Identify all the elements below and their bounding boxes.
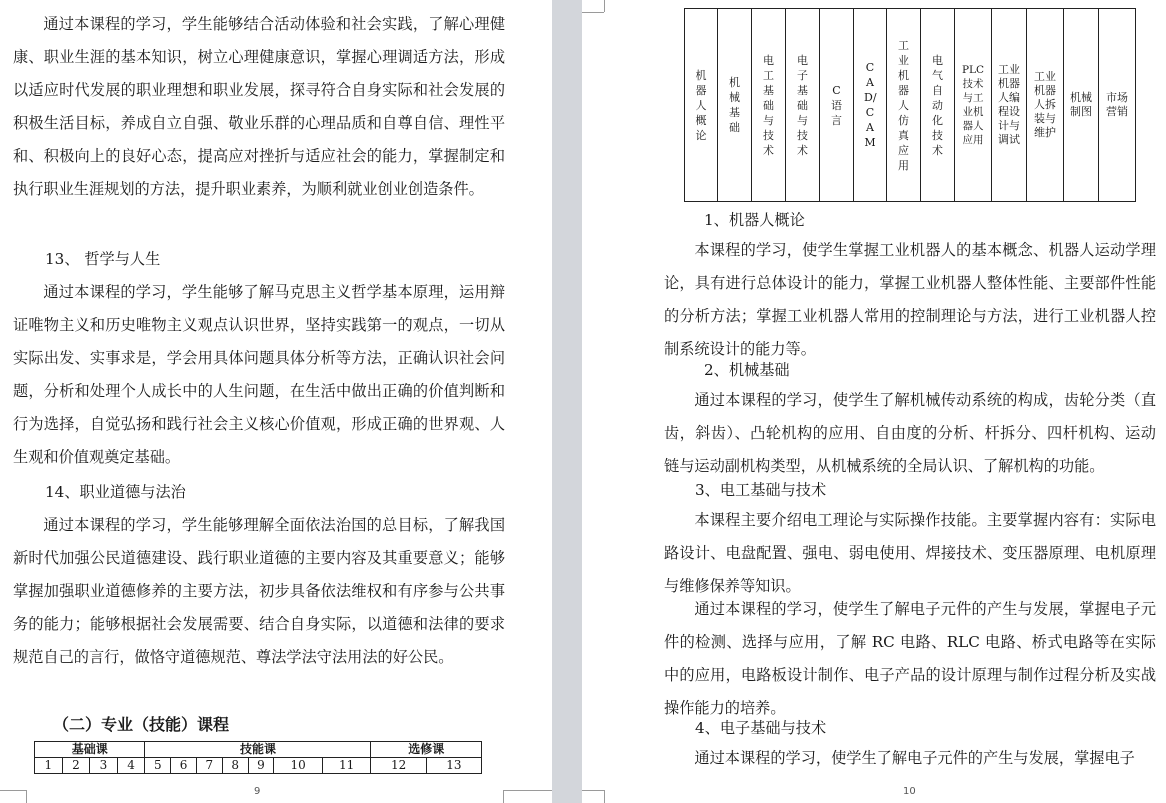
- course-name: PLC技术与工业机器人应用: [961, 64, 985, 146]
- course-name: 电子基础与技术: [797, 53, 808, 157]
- heading-ethics-and-law: 14、职业道德与法治: [45, 483, 186, 501]
- course-cell: [718, 9, 752, 202]
- crop-mark: [503, 790, 504, 803]
- course-cell: [1027, 9, 1064, 202]
- paragraph-mechanical-basics: 通过本课程的学习，使学生了解机械传动系统的构成，齿轮分类（直齿，斜齿）、凸轮机构的应用、自由度的分析、杆拆分、四杆机构、运动链与运动副机构类型，从机械系统的全局认识、了解机构的功能。: [664, 391, 1156, 475]
- course-number: 1: [35, 758, 63, 774]
- paragraph-electrical-basics-1: 本课程主要介绍电工理论与实际操作技能。主要掌握内容有：实际电路设计、电盘配置、强电、弱电使用、焊接技术、变压器原理、电机原理与维修保养等知识。: [664, 511, 1156, 595]
- course-cell: [1064, 9, 1099, 202]
- course-number: 4: [117, 758, 145, 774]
- course-number: 13: [426, 758, 481, 774]
- crop-mark: [503, 790, 552, 791]
- group-basic-courses: 基础课: [35, 742, 145, 758]
- paragraph-14-body: 通过本课程的学习，学生能够理解全面依法治国的总目标，了解我国新时代加强公民道德建设、践行职业道德的主要内容及其重要意义；能够掌握加强职业道德修养的主要方法，初步具备依法维权和有序参与公共事务的能力；能够根据社会发展需要、结合自身实际，以道德和法律的要求规范自己的言行，做恪守道德规范、尊法学法守法用法的好公民。: [13, 516, 505, 666]
- course-cell: [685, 9, 718, 202]
- heading-mechanical-basics: 2、机械基础: [704, 361, 790, 379]
- course-name: 机器人概论: [695, 68, 707, 142]
- group-elective-courses: 选修课: [371, 742, 482, 758]
- course-name: 工业机器人仿真应用: [898, 38, 909, 172]
- course-name: 电气自动化技术: [932, 53, 943, 157]
- course-cell: [887, 9, 921, 202]
- crop-mark: [604, 790, 605, 803]
- course-cell: [786, 9, 820, 202]
- course-name: 工业机器人拆装与维护: [1034, 70, 1056, 139]
- paragraph-13-body: 通过本课程的学习，学生能够了解马克思主义哲学基本原理，运用辩证唯物主义和历史唯物主义观点认识世界，坚持实践第一的观点，一切从实际出发、实事求是，学会用具体问题具体分析等方法，正确认识社会问题，分析和处理个人成长中的人生问题，在生活中做出正确的价值判断和行为选择，自觉弘扬和践行社会主义核心价值观，形成正确的世界观、人生观和价值观奠定基础。: [13, 283, 505, 466]
- course-category-table: [34, 741, 482, 774]
- course-name: 电工基础与技术: [763, 53, 774, 157]
- crop-mark: [582, 790, 604, 791]
- course-cell: [1099, 9, 1136, 202]
- page-gap: [552, 0, 582, 803]
- course-number: 5: [145, 758, 171, 774]
- course-cell: [820, 9, 854, 202]
- paragraph-robot-introduction: 本课程的学习，使学生掌握工业机器人的基本概念、机器人运动学理论，具有进行总体设计的能力，掌握工业机器人整体性能、主要部件性能的分析方法；掌握工业机器人常用的控制理论与方法，进行工业机器人控制系统设计的能力等。: [664, 241, 1156, 358]
- crop-mark: [582, 12, 604, 13]
- document-page-10: [582, 0, 1166, 803]
- course-number: 2: [62, 758, 90, 774]
- course-name: C语言: [831, 83, 842, 127]
- course-number: 6: [171, 758, 197, 774]
- course-cell: [752, 9, 786, 202]
- page-number-9: 9: [254, 786, 261, 797]
- heading-philosophy-and-life: 13、 哲学与人生: [45, 250, 161, 268]
- course-name: 机械制图: [1070, 91, 1092, 118]
- course-number: 3: [90, 758, 118, 774]
- crop-mark: [0, 790, 26, 791]
- course-cell: [854, 9, 887, 202]
- course-number: 12: [371, 758, 426, 774]
- group-skill-courses: 技能课: [145, 742, 371, 758]
- paragraph-electrical-basics-2: 通过本课程的学习，使学生了解电子元件的产生与发展，掌握电子元件的检测、选择与应用，了解 RC 电路、RLC 电路、桥式电路等在实际中的应用，电路板设计制作、电子产品的设计原理与制作过程分析及实战操作能力的培养。: [664, 600, 1156, 717]
- crop-mark: [604, 0, 605, 12]
- course-number: 8: [222, 758, 248, 774]
- course-name: CAD/CAM: [864, 61, 877, 149]
- course-name: 机械基础: [729, 76, 740, 134]
- heading-electronic-basics: 4、电子基础与技术: [695, 719, 827, 737]
- heading-robot-introduction: 1、机器人概论: [704, 211, 805, 229]
- paragraph-electronic-basics: 通过本课程的学习，使学生了解电子元件的产生与发展，掌握电子: [694, 749, 1135, 767]
- course-cell: [955, 9, 992, 202]
- paragraph-12-body: 通过本课程的学习，学生能够结合活动体验和社会实践，了解心理健康、职业生涯的基本知识，树立心理健康意识，掌握心理调适方法，形成以适应时代发展的职业理想和职业发展，探寻符合自身实际和社会发展的积极生活目标，养成自立自强、敬业乐群的心理品质和自尊自信、理性平和、积极向上的良好心态，提高应对挫折与适应社会的能力，掌握制定和执行职业生涯规划的方法，提升职业素养，为顺利就业创业创造条件。: [13, 15, 505, 198]
- document-page-9: [0, 0, 552, 803]
- course-name: 市场营销: [1106, 91, 1128, 118]
- course-number: 7: [196, 758, 222, 774]
- course-cell: [921, 9, 955, 202]
- course-number: 11: [322, 758, 371, 774]
- heading-electrical-basics: 3、电工基础与技术: [695, 481, 827, 499]
- crop-mark: [26, 790, 27, 803]
- course-number: 9: [248, 758, 274, 774]
- course-cell: [992, 9, 1027, 202]
- course-list-table: [684, 8, 1136, 202]
- section-title-professional-courses: （二）专业（技能）课程: [53, 715, 230, 734]
- course-number: 10: [274, 758, 323, 774]
- course-name: 工业机器人编程设计与调试: [998, 63, 1020, 146]
- page-number-10: 10: [903, 786, 916, 797]
